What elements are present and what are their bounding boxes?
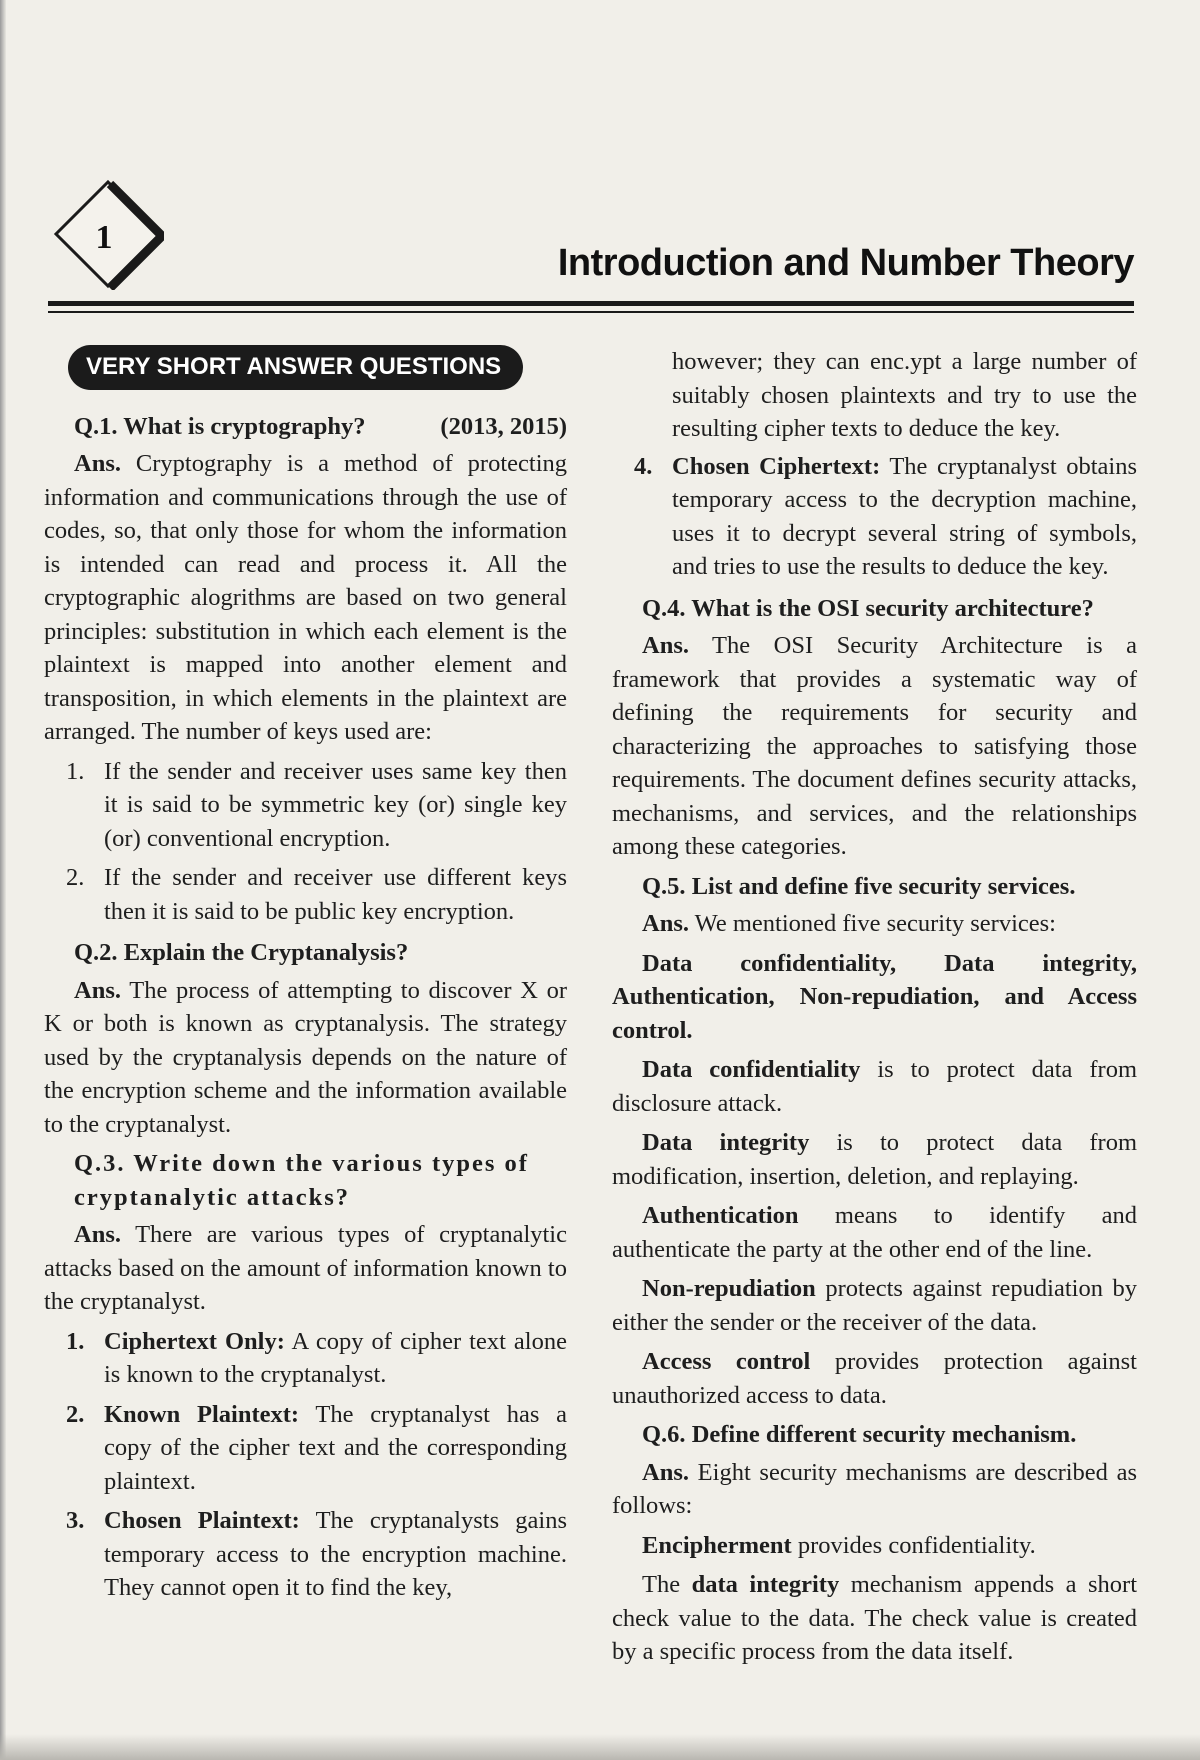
list-item	[612, 450, 1137, 584]
question-5-text: List and define five security services.	[691, 872, 1076, 900]
list-item-text: The cryptanalyst has a copy of the cipher text and the corresponding plaintext.	[104, 1400, 567, 1495]
answer-6	[612, 1456, 1137, 1523]
answer-6-label: Ans.	[642, 1458, 689, 1486]
definition-paragraph	[612, 1529, 1137, 1563]
list-item-term: Ciphertext Only:	[104, 1327, 285, 1355]
question-2-text: Explain the Cryptanalysis?	[123, 939, 409, 966]
question-1	[44, 410, 567, 444]
definition-paragraph	[612, 1199, 1137, 1266]
question-3-label: Q.3.	[74, 1150, 126, 1177]
question-6	[612, 1418, 1137, 1452]
list-item-number: 1.	[66, 757, 85, 785]
answer-1-label: Ans.	[74, 450, 121, 477]
list-item-number: 2.	[66, 1400, 85, 1428]
question-5-label: Q.5.	[642, 872, 686, 900]
chapter-number: 1	[95, 219, 113, 256]
list-item-term: Known Plaintext:	[104, 1400, 300, 1428]
list-item-text: The cryptanalysts gains temporary access to the encryption machine. They cannot open it to find the key,	[104, 1507, 567, 1601]
list-item-text: A copy of cipher text alone is known to the cryptanalyst.	[104, 1327, 567, 1388]
definition-term: Data confidentiality	[642, 1056, 861, 1083]
list-item	[44, 755, 567, 856]
definition-term: Encipherment	[642, 1531, 792, 1559]
answer-2	[44, 974, 567, 1142]
question-2	[44, 936, 567, 970]
definition-paragraph	[612, 1053, 1137, 1120]
chapter-number-badge	[52, 178, 164, 290]
attack-types-list	[44, 1325, 567, 1605]
page-edge-shadow	[0, 0, 6, 1760]
header-rule-thin	[48, 311, 1134, 313]
question-1-label: Q.1.	[74, 412, 118, 440]
answer-3-text: There are various types of cryptanalytic attacks based on the amount of information known to the cryptanalyst.	[44, 1221, 567, 1315]
left-column	[44, 345, 567, 1613]
question-1-years: (2013, 2015)	[440, 412, 567, 440]
list-item-text: The cryptanalyst obtains temporary access to the decryption machine, uses it to decrypt several string of symbols, and tries to use the results to deduce the key.	[672, 452, 1137, 580]
question-3-text: Write down the various types of cryptanalytic attacks?	[74, 1150, 529, 1211]
definition-prefix: The	[642, 1571, 681, 1598]
list-item-number: 3.	[66, 1507, 85, 1534]
answer-2-label: Ans.	[74, 976, 121, 1004]
definition-text: mechanism appends a short check value to the data. The check value is created by a specific process from the data itself.	[612, 1571, 1138, 1665]
answer-6-text: Eight security mechanisms are described as follows:	[612, 1458, 1138, 1519]
definition-text: means to identify and authenticate the party at the other end of the line.	[612, 1202, 1137, 1263]
definition-term: Access control	[642, 1348, 811, 1375]
list-item-number: 2.	[66, 864, 85, 891]
definition-paragraph	[612, 1345, 1137, 1412]
definition-term: data integrity	[691, 1571, 840, 1598]
definition-paragraph	[612, 1272, 1137, 1339]
answer-1-text: Cryptography is a method of protecting information and communications through the use of codes, so, that only those for whom the information is intended can read and process it. All the cryptographic alogrithms are based on two general principles: substitution in which each element is the plaintext is mapped into another element and transposition, in which elements in the plaintext are arranged. The number of keys used are:	[44, 450, 568, 745]
list-item	[44, 1325, 567, 1392]
question-3	[44, 1147, 567, 1214]
question-5	[612, 870, 1137, 904]
list-item-term: Chosen Ciphertext:	[672, 452, 881, 480]
definition-text: is to protect data from modification, insertion, deletion, and replaying.	[612, 1129, 1137, 1190]
section-heading-pill: VERY SHORT ANSWER QUESTIONS	[68, 345, 523, 390]
definition-text: provides confidentiality.	[797, 1531, 1036, 1559]
list-item	[44, 1504, 567, 1605]
answer-3-label: Ans.	[74, 1221, 121, 1248]
definition-paragraph	[612, 1568, 1137, 1669]
definition-text: is to protect data from disclosure attack.	[612, 1056, 1137, 1117]
definition-term: Authentication	[642, 1202, 799, 1229]
attack-types-list-continued	[612, 450, 1137, 584]
answer-2-text: The process of attempting to discover X or K or both is known as cryptanalysis. The strategy used by the cryptanalysis depends on the nature of the encryption scheme and the information available to the cryptanalyst.	[44, 976, 567, 1138]
list-item	[44, 861, 567, 928]
list-item-text: If the sender and receiver uses same key then it is said to be symmetric key (or) single key (or) conventional encryption.	[104, 757, 567, 852]
list-item-term: Chosen Plaintext:	[104, 1507, 300, 1534]
definition-paragraph	[612, 1126, 1137, 1193]
definition-text: provides protection against unauthorized access to data.	[612, 1348, 1137, 1409]
answer-5	[612, 907, 1137, 941]
list-item	[44, 1398, 567, 1499]
answer-1	[44, 447, 567, 749]
right-column	[612, 345, 1137, 1675]
page-bottom-shadow	[0, 1734, 1200, 1760]
question-4	[612, 592, 1137, 626]
question-4-text: What is the OSI security architecture?	[691, 594, 1094, 622]
security-services-list	[612, 947, 1137, 1048]
answer-5-label: Ans.	[642, 910, 689, 937]
question-2-label: Q.2.	[74, 939, 118, 966]
definition-term: Non-repudiation	[642, 1275, 816, 1302]
question-6-text: Define different security mechanism.	[691, 1421, 1077, 1448]
answer-4-text: The OSI Security Architecture is a framework that provides a systematic way of defining the requirements for security and characterizing the approaches to satisfying those requirements. The document defines security attacks, mechanisms, and services, and the relationships among these categories.	[612, 632, 1138, 860]
key-types-list	[44, 755, 567, 929]
header-rule-thick	[48, 301, 1134, 306]
question-1-text: What is cryptography?	[123, 412, 366, 440]
list-item-text: If the sender and receiver use different keys then it is said to be public key encryption.	[104, 864, 567, 925]
list-item-continuation: however; they can enc.ypt a large number of suitably chosen plaintexts and try to use the resulting cipher texts to deduce the key.	[672, 348, 1137, 442]
list-item-number: 1.	[66, 1327, 85, 1355]
list-item-number: 4.	[634, 452, 653, 480]
answer-3	[44, 1218, 567, 1319]
security-services-names: Data confidentiality, Data integrity, Authentication, Non-repudiation, and Access control.	[612, 949, 1137, 1044]
answer-4-label: Ans.	[642, 632, 689, 659]
chapter-title: Introduction and Number Theory	[557, 242, 1134, 284]
answer-4	[612, 629, 1137, 864]
definition-text: protects against repudiation by either the sender or the receiver of the data.	[612, 1275, 1138, 1336]
question-6-label: Q.6.	[642, 1421, 686, 1448]
definition-term: Data integrity	[642, 1129, 810, 1156]
question-4-label: Q.4.	[642, 594, 686, 622]
answer-5-text: We mentioned five security services:	[694, 910, 1056, 937]
